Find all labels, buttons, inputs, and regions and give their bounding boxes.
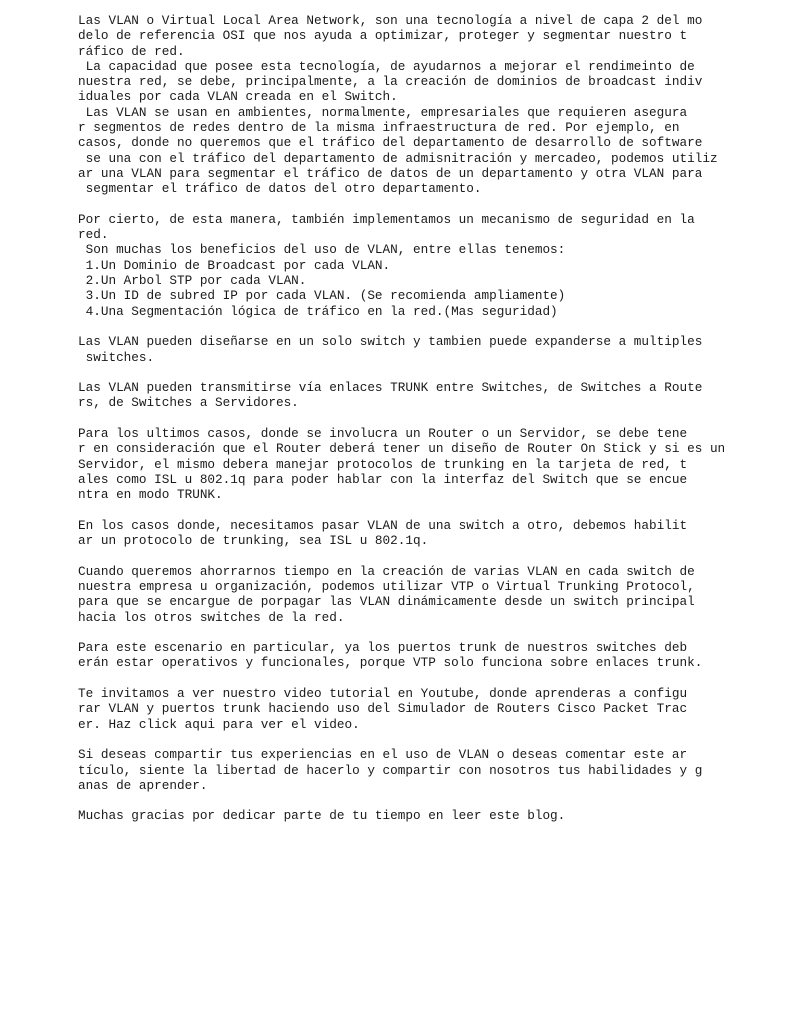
text-line: se una con el tráfico del departamento de admisnitración y mercadeo, podemos utiliz (78, 150, 718, 166)
text-line: ar un protocolo de trunking, sea ISL u 802.1q. (78, 533, 429, 549)
text-line: rar VLAN y puertos trunk haciendo uso del Simulador de Routers Cisco Packet Trac (78, 701, 688, 717)
text-line: delo de referencia OSI que nos ayuda a optimizar, proteger y segmentar nuestro t (78, 28, 688, 44)
text-line: Para los ultimos casos, donde se involucra un Router o un Servidor, se debe tene (78, 426, 688, 442)
paragraph-intro (78, 13, 778, 197)
text-line: Las VLAN se usan en ambientes, normalmente, empresariales que requieren asegura (78, 104, 688, 120)
text-line: Para este escenario en particular, ya los puertos trunk de nuestros switches deb (78, 640, 688, 656)
text-line: ntra en modo TRUNK. (78, 487, 223, 503)
paragraph-benefits (78, 212, 778, 319)
text-line: iduales por cada VLAN creada en el Switch. (78, 89, 398, 105)
document-body (78, 13, 778, 839)
list-item: 4.Una Segmentación lógica de tráfico en la red.(Mas seguridad) (78, 303, 558, 319)
list-item: 2.Un Arbol STP por cada VLAN. (78, 273, 307, 289)
text-line: anas de aprender. (78, 777, 208, 793)
paragraph-video (78, 686, 778, 732)
paragraph-scenario (78, 640, 778, 671)
text-line: r en consideración que el Router deberá tener un diseño de Router On Stick y si es un (78, 441, 726, 457)
text-line: La capacidad que posee esta tecnología, de ayudarnos a mejorar el rendimeinto de (78, 58, 695, 74)
text-line: nuestra red, se debe, principalmente, a la creación de dominios de broadcast indiv (78, 74, 703, 90)
paragraph-router-server (78, 426, 778, 502)
text-line: Son muchas los beneficios del uso de VLAN, entre ellas tenemos: (78, 242, 566, 258)
text-line: rs, de Switches a Servidores. (78, 395, 299, 411)
text-line: ráfico de red. (78, 43, 185, 59)
paragraph-switch-to-switch (78, 518, 778, 549)
text-line: para que se encargue de porpagar las VLAN dinámicamente desde un switch principal (78, 594, 695, 610)
text-line: er. Haz click aqui para ver el video. (78, 716, 360, 732)
paragraph-thanks (78, 808, 778, 823)
text-line: Por cierto, de esta manera, también implementamos un mecanismo de seguridad en la (78, 211, 695, 227)
list-item: 1.Un Dominio de Broadcast por cada VLAN. (78, 257, 391, 273)
paragraph-trunk (78, 380, 778, 411)
text-line: red. (78, 227, 109, 243)
text-line: En los casos donde, necesitamos pasar VLAN de una switch a otro, debemos habilit (78, 517, 688, 533)
text-line: Muchas gracias por dedicar parte de tu tiempo en leer este blog. (78, 808, 566, 824)
paragraph-share (78, 747, 778, 793)
text-line: nuestra empresa u organización, podemos utilizar VTP o Virtual Trunking Protocol, (78, 578, 695, 594)
text-line: Si deseas compartir tus experiencias en el uso de VLAN o deseas comentar este ar (78, 747, 688, 763)
text-line: Cuando queremos ahorrarnos tiempo en la creación de varias VLAN en cada switch de (78, 563, 695, 579)
text-line: segmentar el tráfico de datos del otro departamento. (78, 181, 482, 197)
text-line: Servidor, el mismo debera manejar protocolos de trunking en la tarjeta de red, t (78, 456, 688, 472)
text-line: ar una VLAN para segmentar el tráfico de datos de un departamento y otra VLAN para (78, 165, 703, 181)
text-line: Las VLAN pueden diseñarse en un solo switch y tambien puede expanderse a multiples (78, 334, 703, 350)
text-line: hacia los otros switches de la red. (78, 609, 345, 625)
paragraph-design (78, 334, 778, 365)
paragraph-vtp (78, 564, 778, 625)
text-line: casos, donde no queremos que el tráfico del departamento de desarrollo de software (78, 135, 703, 151)
text-line: Las VLAN o Virtual Local Area Network, son una tecnología a nivel de capa 2 del mo (78, 13, 703, 28)
text-line: Te invitamos a ver nuestro video tutorial en Youtube, donde aprenderas a configu (78, 686, 688, 702)
text-line: r segmentos de redes dentro de la misma infraestructura de red. Por ejemplo, en (78, 120, 680, 136)
list-item: 3.Un ID de subred IP por cada VLAN. (Se recomienda ampliamente) (78, 288, 566, 304)
text-line: erán estar operativos y funcionales, porque VTP solo funciona sobre enlaces trunk. (78, 655, 703, 671)
text-line: tículo, siente la libertad de hacerlo y compartir con nosotros tus habilidades y g (78, 762, 703, 778)
text-line: switches. (78, 349, 155, 365)
text-line: ales como ISL u 802.1q para poder hablar con la interfaz del Switch que se encue (78, 471, 688, 487)
text-line: Las VLAN pueden transmitirse vía enlaces TRUNK entre Switches, de Switches a Route (78, 380, 703, 396)
